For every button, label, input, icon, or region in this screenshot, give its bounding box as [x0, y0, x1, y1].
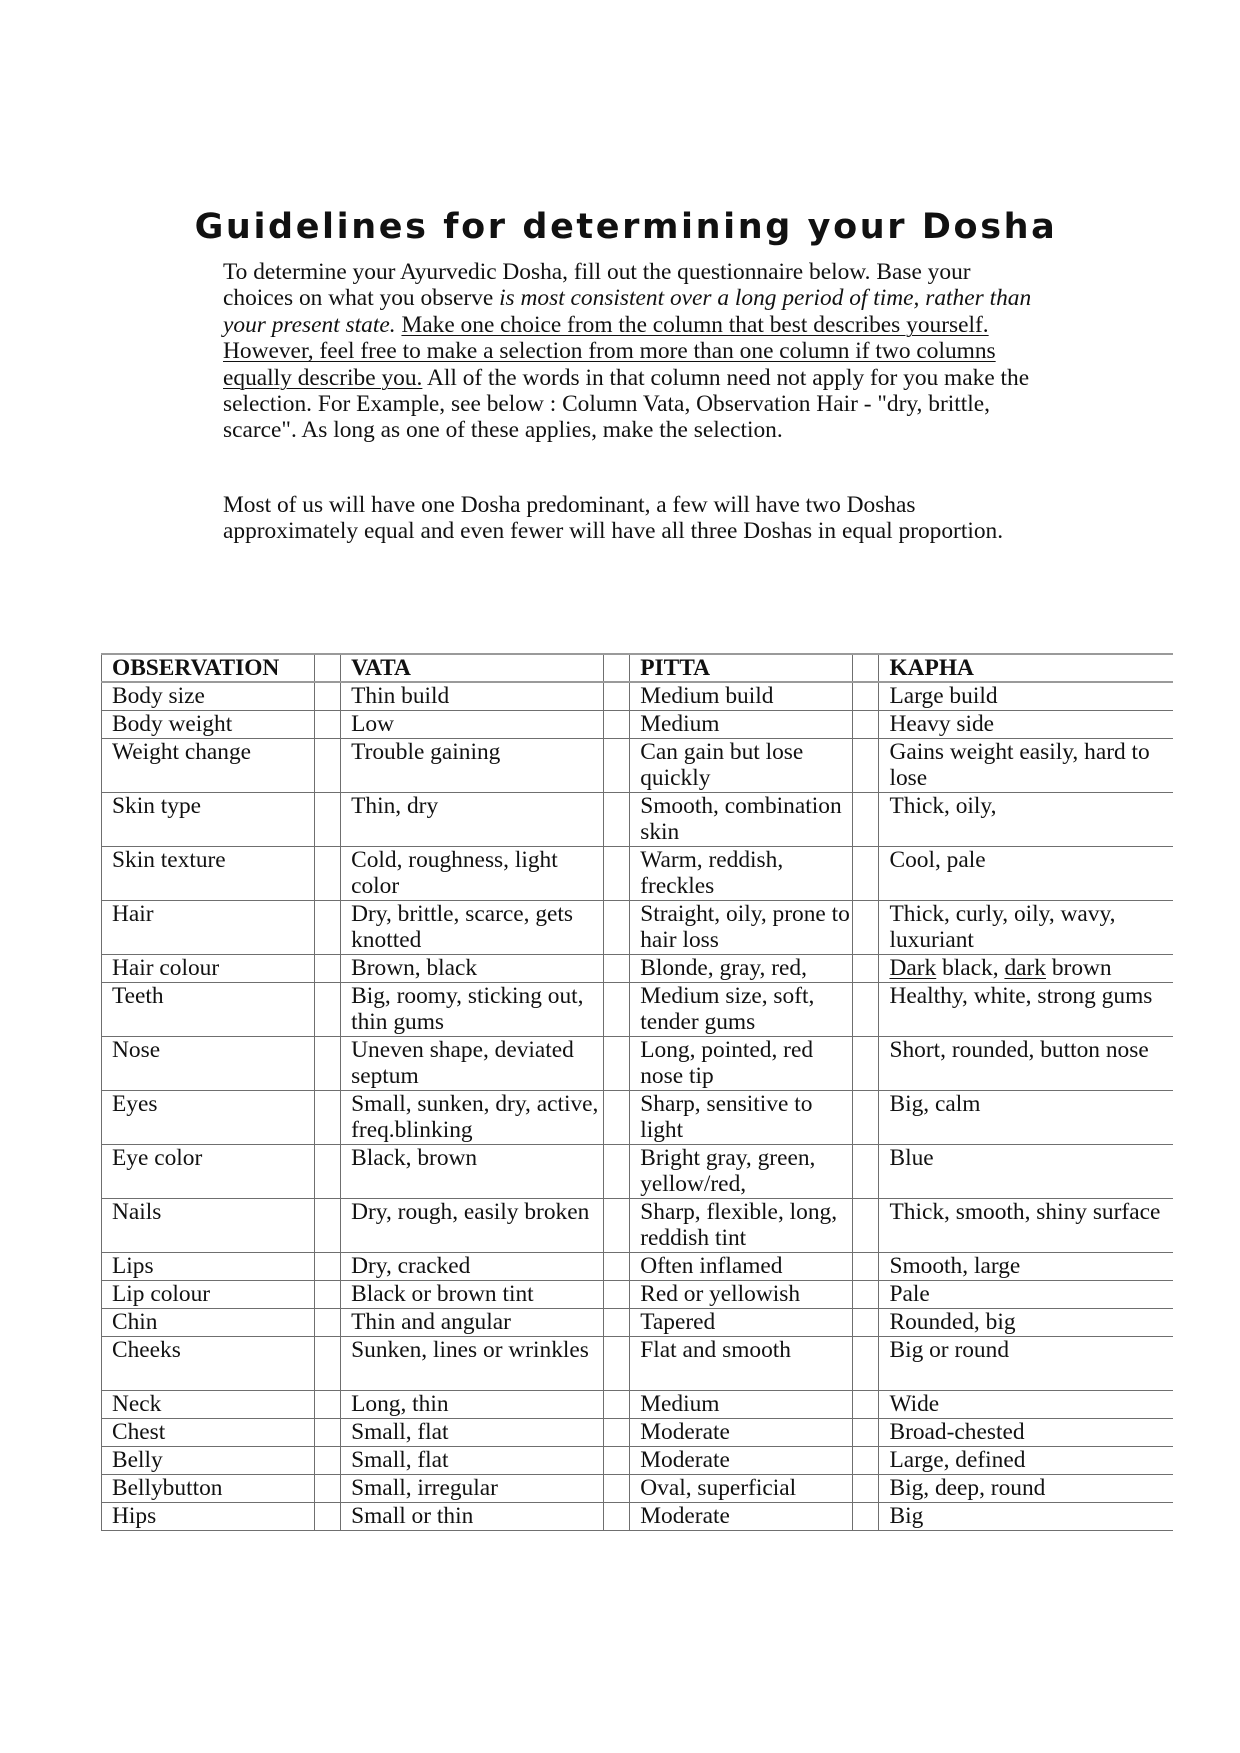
column-spacer [604, 1390, 630, 1418]
table-row [102, 900, 1174, 954]
cell-vata: Low [341, 710, 604, 738]
cell-vata: Small, flat [341, 1446, 604, 1474]
cell-pitta: Smooth, combination skin [630, 792, 853, 846]
column-spacer [314, 710, 340, 738]
column-spacer [604, 654, 630, 682]
cell-kapha: Cool, pale [879, 846, 1173, 900]
cell-pitta: Sharp, sensitive to light [630, 1090, 853, 1144]
column-spacer [853, 738, 879, 792]
cell-observation: Lips [102, 1252, 315, 1280]
column-spacer [604, 1090, 630, 1144]
header-observation: OBSERVATION [102, 654, 315, 682]
cell-vata: Black or brown tint [341, 1280, 604, 1308]
cell-kapha: Blue [879, 1144, 1173, 1198]
cell-observation: Teeth [102, 982, 315, 1036]
table-row [102, 954, 1174, 982]
column-spacer [853, 682, 879, 710]
column-spacer [314, 1502, 340, 1530]
cell-vata: Uneven shape, deviated septum [341, 1036, 604, 1090]
column-spacer [314, 654, 340, 682]
cell-kapha: Big [879, 1502, 1173, 1530]
column-spacer [604, 1474, 630, 1502]
column-spacer [853, 710, 879, 738]
cell-kapha: Rounded, big [879, 1308, 1173, 1336]
table-row [102, 1418, 1174, 1446]
cell-kapha: Large, defined [879, 1446, 1173, 1474]
table-row [102, 1446, 1174, 1474]
cell-pitta: Medium [630, 1390, 853, 1418]
intro-text: To determine your Ayurvedic Dosha, fill out the questionnaire below. Base your choices on what you observe [223, 259, 971, 312]
column-spacer [853, 1474, 879, 1502]
predominance-paragraph: Most of us will have one Dosha predominant, a few will have two Doshas approximately equal and even fewer will have all three Doshas in equal proportion. [223, 492, 1004, 545]
column-spacer [853, 954, 879, 982]
column-spacer [853, 982, 879, 1036]
column-spacer [314, 1090, 340, 1144]
table-row [102, 738, 1174, 792]
column-spacer [853, 1390, 879, 1418]
table-row [102, 1252, 1174, 1280]
cell-kapha: Short, rounded, button nose [879, 1036, 1173, 1090]
cell-pitta: Medium [630, 710, 853, 738]
column-spacer [604, 682, 630, 710]
cell-vata: Cold, roughness, light color [341, 846, 604, 900]
column-spacer [314, 738, 340, 792]
table-row [102, 1336, 1174, 1390]
column-spacer [604, 710, 630, 738]
cell-kapha: Wide [879, 1390, 1173, 1418]
column-spacer [604, 1418, 630, 1446]
cell-observation: Body weight [102, 710, 315, 738]
table-row [102, 1036, 1174, 1090]
column-spacer [314, 900, 340, 954]
cell-observation: Belly [102, 1446, 315, 1474]
header-kapha: KAPHA [879, 654, 1173, 682]
column-spacer [604, 1198, 630, 1252]
cell-pitta: Moderate [630, 1446, 853, 1474]
column-spacer [604, 738, 630, 792]
cell-observation: Eyes [102, 1090, 315, 1144]
column-spacer [604, 954, 630, 982]
column-spacer [853, 1144, 879, 1198]
table-row [102, 682, 1174, 710]
table-row [102, 1280, 1174, 1308]
column-spacer [604, 1144, 630, 1198]
column-spacer [853, 1090, 879, 1144]
cell-kapha: Thick, oily, [879, 792, 1173, 846]
cell-pitta: Long, pointed, red nose tip [630, 1036, 853, 1090]
table-body [102, 682, 1174, 1530]
cell-vata: Small, sunken, dry, active, freq.blinking [341, 1090, 604, 1144]
column-spacer [314, 1418, 340, 1446]
column-spacer [853, 1446, 879, 1474]
cell-vata: Small, irregular [341, 1474, 604, 1502]
column-spacer [853, 1036, 879, 1090]
intro-underlined: Make one choice from the column that best describes yourself. However, feel free to make a selection from more than one column if two columns equally describe you. [223, 311, 996, 391]
table-row [102, 792, 1174, 846]
cell-vata: Big, roomy, sticking out, thin gums [341, 982, 604, 1036]
cell-pitta: Bright gray, green, yellow/red, [630, 1144, 853, 1198]
cell-pitta: Red or yellowish [630, 1280, 853, 1308]
cell-kapha: Big, calm [879, 1090, 1173, 1144]
cell-vata: Small or thin [341, 1502, 604, 1530]
table-row [102, 1390, 1174, 1418]
cell-vata: Black, brown [341, 1144, 604, 1198]
column-spacer [604, 900, 630, 954]
cell-kapha: Big or round [879, 1336, 1173, 1390]
cell-kapha: Smooth, large [879, 1252, 1173, 1280]
cell-observation: Body size [102, 682, 315, 710]
column-spacer [604, 1280, 630, 1308]
cell-pitta: Medium build [630, 682, 853, 710]
column-spacer [314, 1474, 340, 1502]
cell-vata: Long, thin [341, 1390, 604, 1418]
column-spacer [604, 792, 630, 846]
cell-vata: Trouble gaining [341, 738, 604, 792]
cell-kapha: Pale [879, 1280, 1173, 1308]
cell-observation: Lip colour [102, 1280, 315, 1308]
column-spacer [314, 1308, 340, 1336]
cell-pitta: Often inflamed [630, 1252, 853, 1280]
cell-kapha: Large build [879, 682, 1173, 710]
column-spacer [314, 682, 340, 710]
page-title: Guidelines for determining your Dosha [194, 207, 1058, 247]
column-spacer [604, 1336, 630, 1390]
table-row [102, 1198, 1174, 1252]
intro-text-end: All of the words in that column need not apply for you make the selection. For Example, see below : Column Vata, Observation Hair - "dry, brittle, scarce". As long as one of these applies, make the selection. [223, 364, 1030, 444]
column-spacer [853, 1280, 879, 1308]
cell-observation: Hair colour [102, 954, 315, 982]
column-spacer [314, 1198, 340, 1252]
column-spacer [853, 1308, 879, 1336]
cell-observation: Weight change [102, 738, 315, 792]
column-spacer [314, 1336, 340, 1390]
cell-observation: Hips [102, 1502, 315, 1530]
column-spacer [853, 654, 879, 682]
cell-kapha: Gains weight easily, hard to lose [879, 738, 1173, 792]
cell-vata: Dry, rough, easily broken [341, 1198, 604, 1252]
cell-observation: Nose [102, 1036, 315, 1090]
cell-kapha: Thick, curly, oily, wavy, luxuriant [879, 900, 1173, 954]
cell-observation: Nails [102, 1198, 315, 1252]
column-spacer [314, 846, 340, 900]
cell-vata: Small, flat [341, 1418, 604, 1446]
cell-pitta: Blonde, gray, red, [630, 954, 853, 982]
column-spacer [314, 1390, 340, 1418]
column-spacer [853, 1252, 879, 1280]
cell-observation: Chin [102, 1308, 315, 1336]
column-spacer [604, 1446, 630, 1474]
cell-pitta: Warm, reddish, freckles [630, 846, 853, 900]
intro-emphasis: is most consistent over a long period of time, rather than your present state. [223, 285, 1032, 338]
cell-pitta: Tapered [630, 1308, 853, 1336]
column-spacer [604, 1502, 630, 1530]
column-spacer [853, 1198, 879, 1252]
cell-vata: Sunken, lines or wrinkles [341, 1336, 604, 1390]
table-row [102, 982, 1174, 1036]
column-spacer [853, 1418, 879, 1446]
cell-vata: Dry, brittle, scarce, gets knotted [341, 900, 604, 954]
column-spacer [604, 982, 630, 1036]
cell-observation: Chest [102, 1418, 315, 1446]
cell-observation: Eye color [102, 1144, 315, 1198]
cell-vata: Dry, cracked [341, 1252, 604, 1280]
cell-vata: Thin and angular [341, 1308, 604, 1336]
table-row [102, 1090, 1174, 1144]
column-spacer [604, 846, 630, 900]
column-spacer [604, 1252, 630, 1280]
cell-kapha: Thick, smooth, shiny surface [879, 1198, 1173, 1252]
cell-pitta: Moderate [630, 1418, 853, 1446]
cell-vata: Brown, black [341, 954, 604, 982]
table-row [102, 1502, 1174, 1530]
cell-observation: Hair [102, 900, 315, 954]
cell-observation: Neck [102, 1390, 315, 1418]
cell-kapha: Dark black, dark brown [879, 954, 1173, 982]
cell-kapha: Big, deep, round [879, 1474, 1173, 1502]
cell-vata: Thin build [341, 682, 604, 710]
cell-kapha: Healthy, white, strong gums [879, 982, 1173, 1036]
column-spacer [853, 1502, 879, 1530]
table-row [102, 1308, 1174, 1336]
cell-pitta: Moderate [630, 1502, 853, 1530]
column-spacer [314, 954, 340, 982]
header-vata: VATA [341, 654, 604, 682]
dosha-table [101, 653, 1173, 1531]
cell-observation: Cheeks [102, 1336, 315, 1390]
cell-observation: Skin texture [102, 846, 315, 900]
column-spacer [853, 846, 879, 900]
column-spacer [314, 1252, 340, 1280]
table-row [102, 1144, 1174, 1198]
column-spacer [853, 900, 879, 954]
cell-pitta: Sharp, flexible, long, reddish tint [630, 1198, 853, 1252]
cell-pitta: Can gain but lose quickly [630, 738, 853, 792]
column-spacer [604, 1308, 630, 1336]
table-row [102, 710, 1174, 738]
cell-pitta: Medium size, soft, tender gums [630, 982, 853, 1036]
column-spacer [314, 1446, 340, 1474]
cell-observation: Bellybutton [102, 1474, 315, 1502]
cell-vata: Thin, dry [341, 792, 604, 846]
column-spacer [314, 1280, 340, 1308]
cell-pitta: Straight, oily, prone to hair loss [630, 900, 853, 954]
cell-pitta: Flat and smooth [630, 1336, 853, 1390]
table-header-row [102, 654, 1174, 682]
column-spacer [604, 1036, 630, 1090]
intro-paragraph [223, 259, 1043, 444]
cell-kapha: Heavy side [879, 710, 1173, 738]
column-spacer [314, 1036, 340, 1090]
table-row [102, 1474, 1174, 1502]
cell-kapha: Broad-chested [879, 1418, 1173, 1446]
table-row [102, 846, 1174, 900]
column-spacer [853, 792, 879, 846]
cell-pitta: Oval, superficial [630, 1474, 853, 1502]
column-spacer [314, 792, 340, 846]
header-pitta: PITTA [630, 654, 853, 682]
column-spacer [314, 1144, 340, 1198]
column-spacer [314, 982, 340, 1036]
column-spacer [853, 1336, 879, 1390]
cell-observation: Skin type [102, 792, 315, 846]
